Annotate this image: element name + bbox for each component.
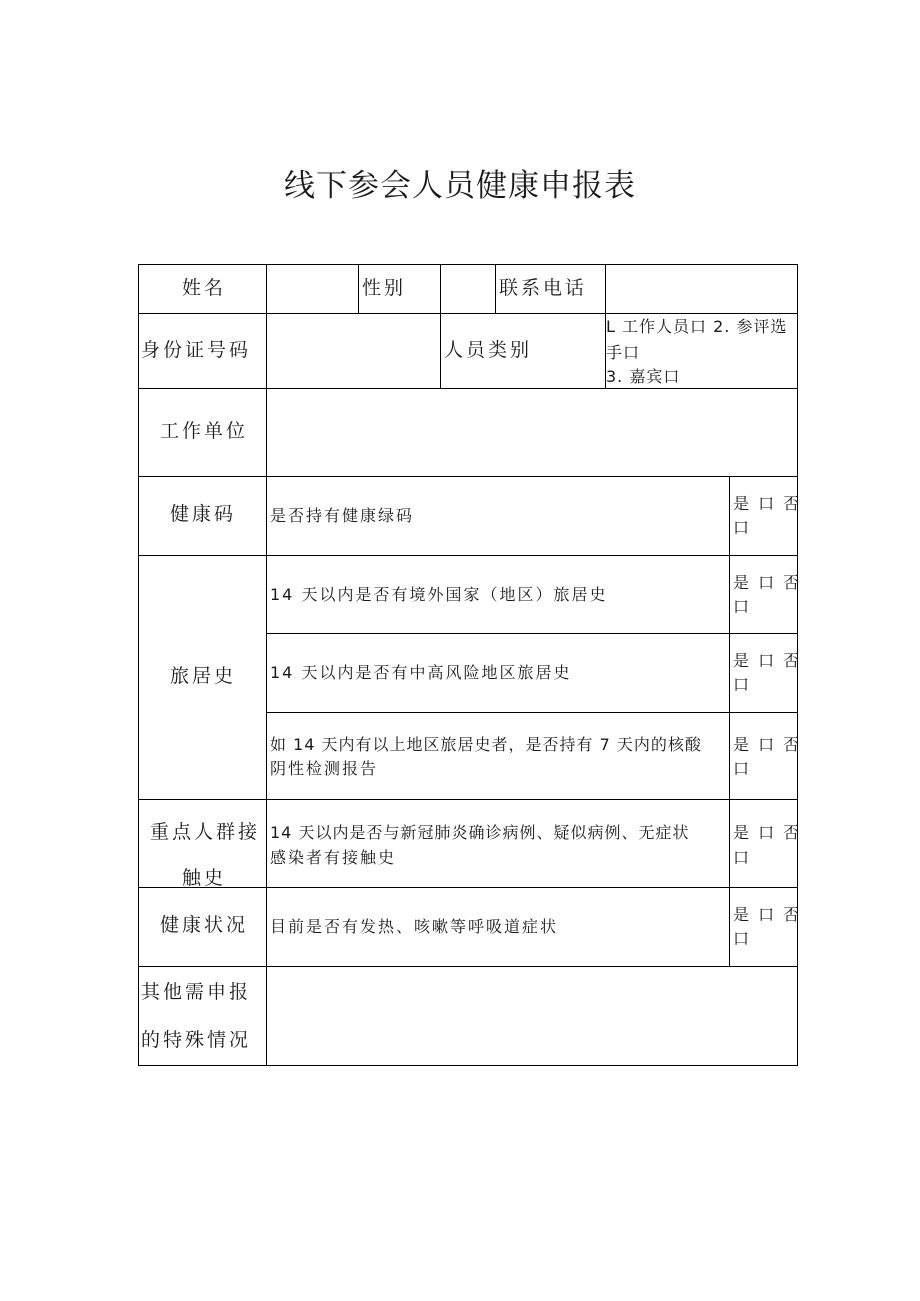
row-line (138, 966, 798, 967)
name-field[interactable] (268, 266, 357, 312)
category-option-line3[interactable]: 3. 嘉宾口 (606, 367, 681, 386)
contact-yes-no-line2[interactable]: 口 (733, 848, 752, 867)
gender-field[interactable] (442, 266, 494, 312)
contact-question-line1: 14 天以内是否与新冠肺炎确诊病例、疑似病例、无症状 (270, 823, 690, 842)
work-unit-label: 工作单位 (160, 420, 249, 442)
contact-yes-no-line1[interactable]: 是 口 否 (733, 823, 802, 842)
col-line (358, 264, 359, 313)
abroad-yes-no-line2[interactable]: 口 (733, 597, 752, 616)
row-line (138, 799, 798, 800)
category-label: 人员类别 (444, 339, 533, 361)
phone-field[interactable] (607, 266, 796, 312)
travel-history-label: 旅居史 (170, 665, 237, 687)
row-line (266, 633, 798, 634)
risk-area-question: 14 天以内是否有中高风险地区旅居史 (270, 663, 572, 682)
contact-history-label-line2: 触史 (182, 867, 227, 889)
health-code-yes-no-line2[interactable]: 口 (733, 518, 752, 537)
page-title: 线下参会人员健康申报表 (284, 168, 636, 204)
row-line (266, 712, 798, 713)
row-line (138, 313, 798, 314)
col-line (440, 264, 441, 388)
id-number-field[interactable] (268, 315, 439, 387)
id-number-label: 身份证号码 (141, 339, 252, 361)
abroad-yes-no-line1[interactable]: 是 口 否 (733, 573, 802, 592)
health-code-label: 健康码 (170, 503, 237, 525)
col-line (266, 264, 267, 1066)
nucleic-question-line2: 阴性检测报告 (270, 759, 379, 778)
other-label-line2: 的特殊情况 (141, 1029, 252, 1051)
risk-area-yes-no-line2[interactable]: 口 (733, 675, 752, 694)
symptoms-yes-no-line2[interactable]: 口 (733, 929, 752, 948)
symptoms-question: 目前是否有发热、咳嗽等呼吸道症状 (270, 917, 559, 936)
row-line (138, 476, 798, 477)
abroad-question: 14 天以内是否有境外国家（地区）旅居史 (270, 585, 608, 604)
category-option-line1[interactable]: L 工作人员口 2. 参评选 (606, 317, 788, 336)
row-line (138, 887, 798, 888)
health-status-label: 健康状况 (160, 914, 249, 936)
nucleic-question-line1: 如 14 天内有以上地区旅居史者，是否持有 7 天内的核酸 (270, 735, 702, 754)
contact-history-label-line1: 重点人群接 (150, 821, 261, 843)
work-unit-field[interactable] (268, 390, 796, 475)
col-line (495, 264, 496, 313)
phone-label: 联系电话 (499, 277, 588, 299)
health-code-question: 是否持有健康绿码 (270, 506, 415, 525)
col-line (729, 476, 730, 966)
other-circumstances-field[interactable] (268, 968, 796, 1064)
nucleic-yes-no-line1[interactable]: 是 口 否 (733, 735, 802, 754)
other-label-line1: 其他需申报 (141, 981, 252, 1003)
symptoms-yes-no-line1[interactable]: 是 口 否 (733, 905, 802, 924)
health-code-yes-no-line1[interactable]: 是 口 否 (733, 494, 802, 513)
contact-question-line2: 感染者有接触史 (270, 848, 397, 867)
nucleic-yes-no-line2[interactable]: 口 (733, 759, 752, 778)
category-option-line2[interactable]: 手口 (606, 343, 641, 362)
row-line (138, 555, 798, 556)
gender-label: 性别 (362, 277, 407, 299)
row-line (138, 388, 798, 389)
name-label: 姓名 (182, 277, 227, 299)
risk-area-yes-no-line1[interactable]: 是 口 否 (733, 651, 802, 670)
